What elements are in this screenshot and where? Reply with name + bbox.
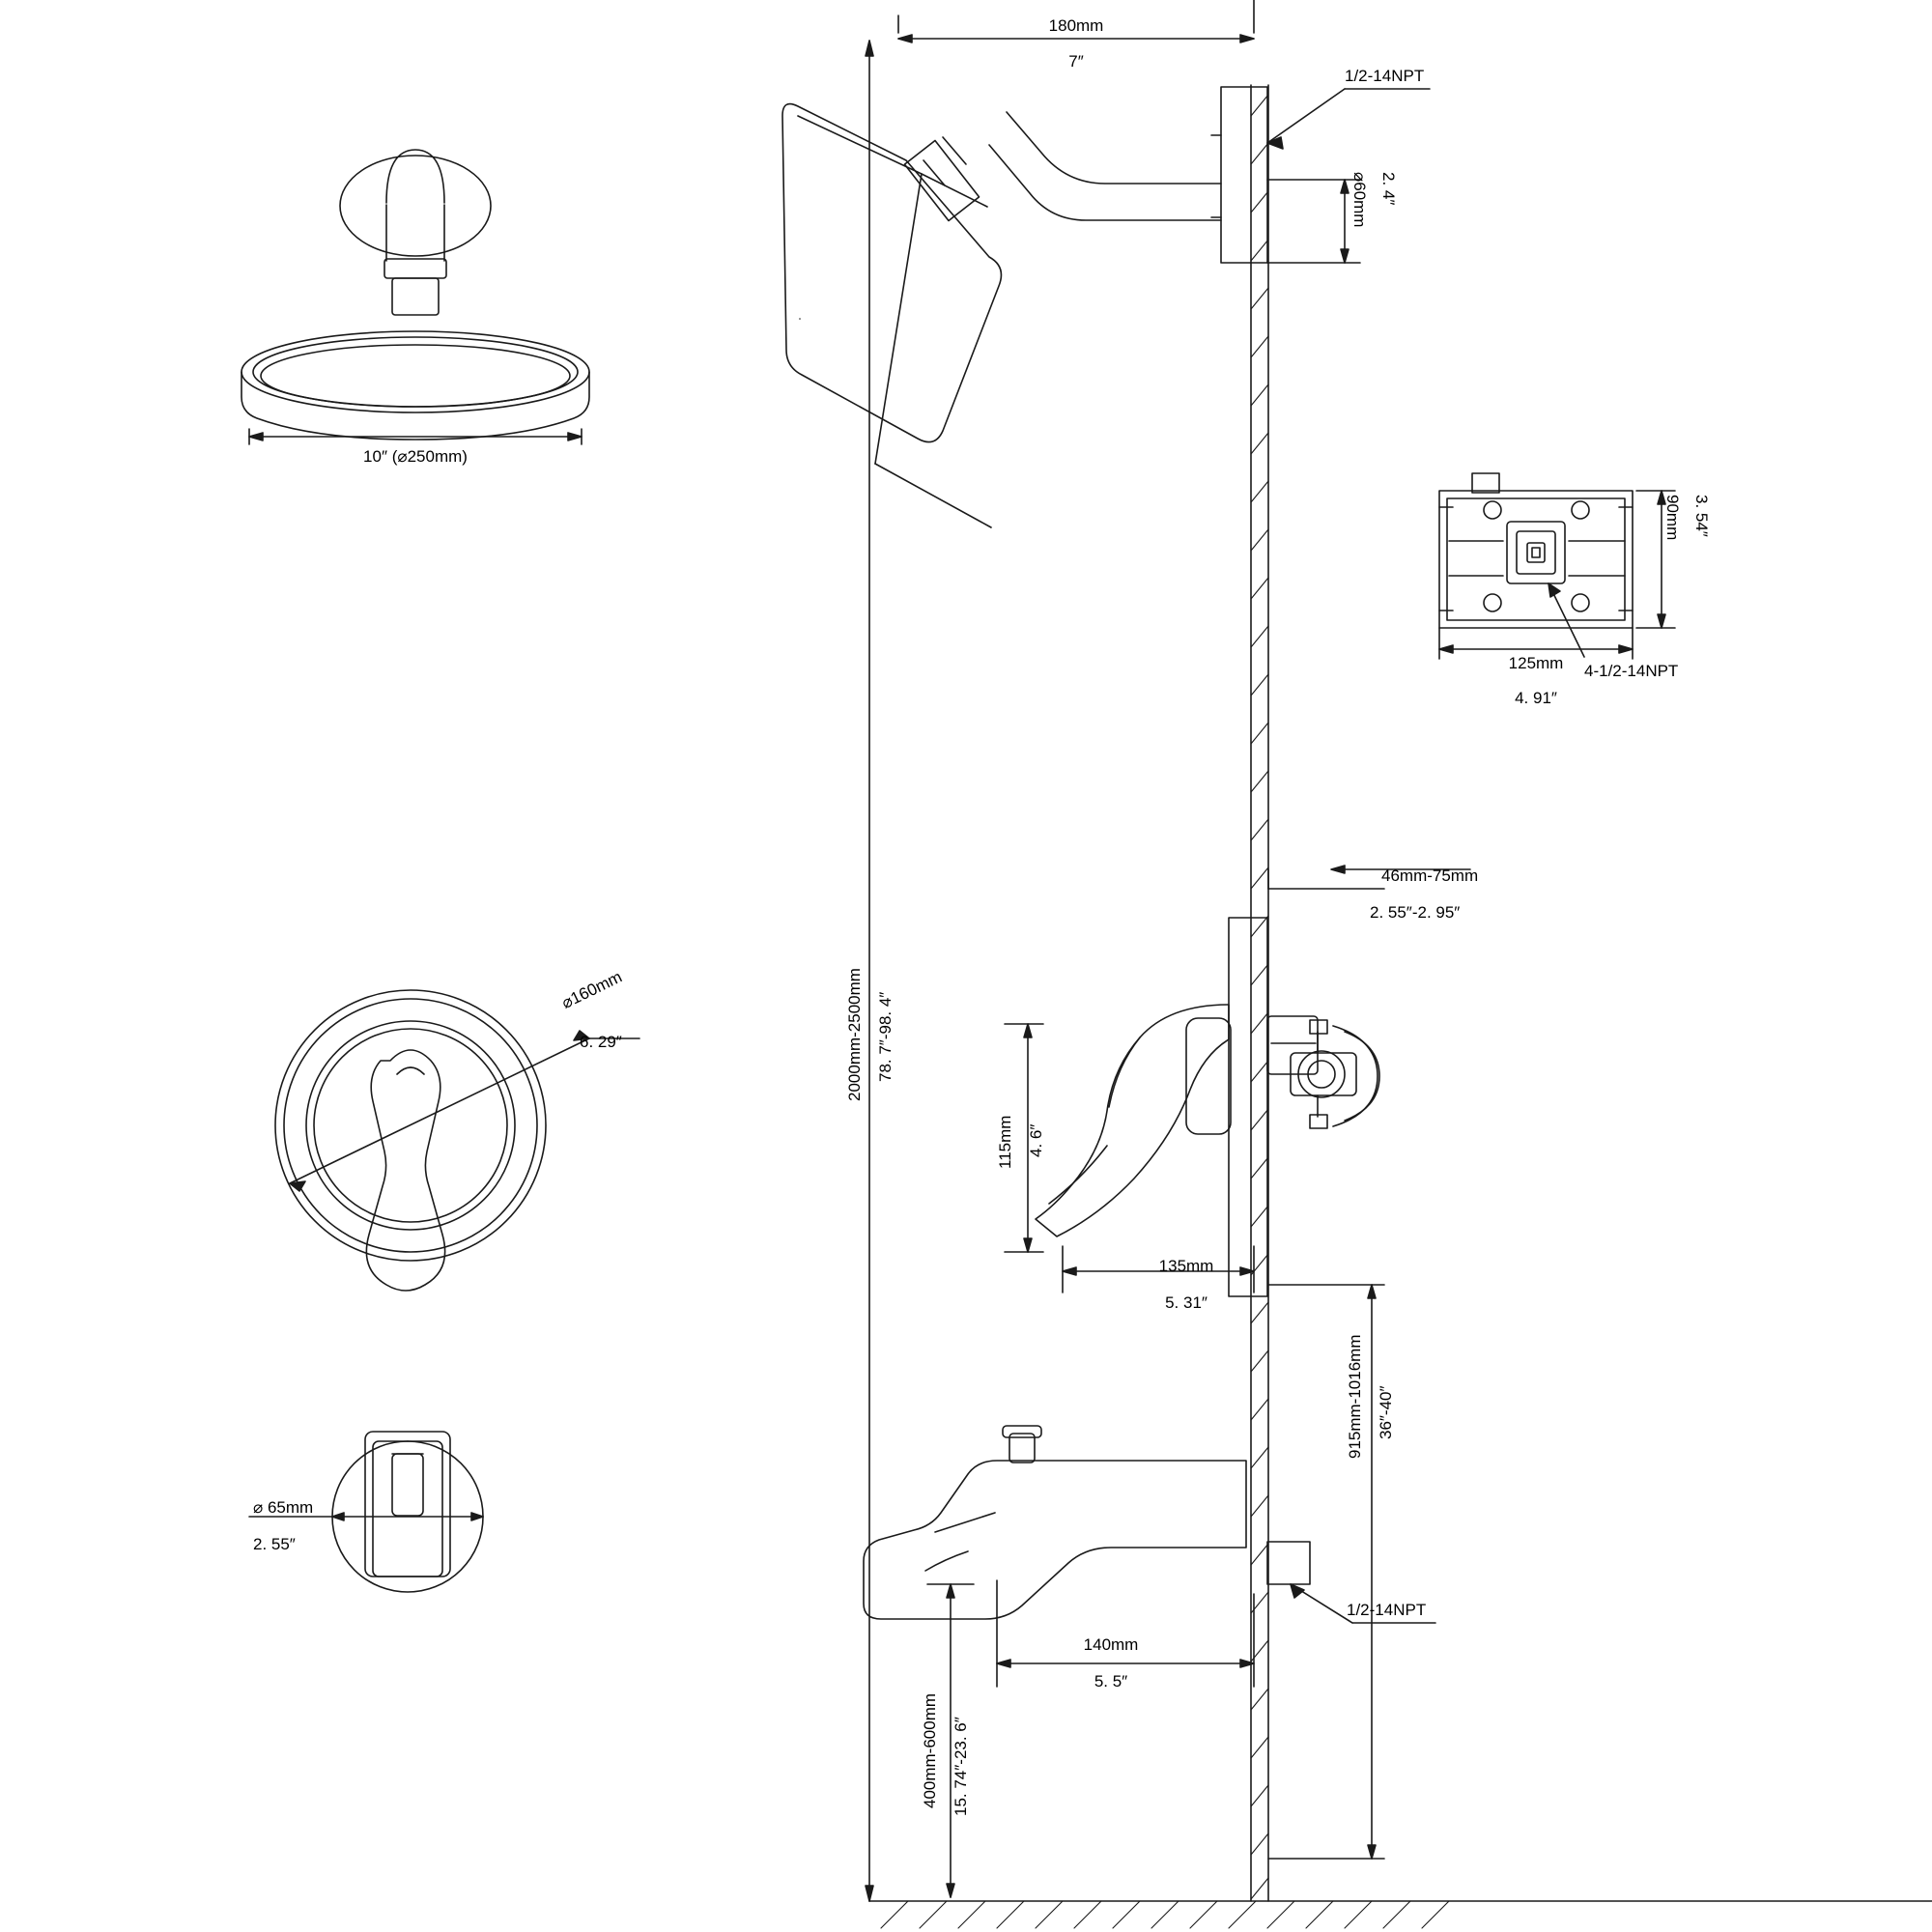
label-trim-diameter-mm: ⌀160mm <box>558 967 625 1012</box>
label-spout-height-mm: 400mm-600mm <box>921 1692 939 1808</box>
showerhead-bottom-view <box>242 150 589 444</box>
label-spout-length-in: 5. 5″ <box>1094 1672 1128 1690</box>
rough-in-valve-front-view <box>1439 473 1675 659</box>
label-total-height-in: 78. 7″-98. 4″ <box>876 991 895 1082</box>
label-wall-offset-mm: 46mm-75mm <box>1381 867 1479 885</box>
label-arm-length-mm: 180mm <box>1048 16 1104 35</box>
label-valve-floor-height-in: 36″-40″ <box>1377 1385 1395 1439</box>
label-spout-height-in: 15. 74″-23. 6″ <box>952 1717 970 1816</box>
label-showerhead-diameter: 10″ (⌀250mm) <box>363 447 468 466</box>
label-trim-diameter-in: 6. 29″ <box>580 1033 622 1051</box>
label-arm-length-in: 7″ <box>1068 52 1084 71</box>
label-valve-width-in: 4. 91″ <box>1515 689 1557 707</box>
label-handle-width-mm: 135mm <box>1158 1257 1214 1275</box>
label-flange-diameter-in: 2. 4″ <box>1379 172 1398 206</box>
main-elevation-view <box>782 0 1932 1928</box>
label-valve-floor-height-mm: 915mm-1016mm <box>1346 1334 1364 1459</box>
label-knob-diameter-in: 2. 55″ <box>253 1535 296 1553</box>
label-handle-height-in: 4. 6″ <box>1027 1123 1045 1157</box>
label-valve-height-mm: 90mm <box>1663 495 1682 541</box>
label-wall-offset-in: 2. 55″-2. 95″ <box>1370 903 1461 922</box>
label-valve-width-mm: 125mm <box>1508 654 1564 672</box>
label-valve-height-in: 3. 54″ <box>1692 495 1711 537</box>
label-spout-npt: 1/2-14NPT <box>1347 1601 1427 1619</box>
label-spout-length-mm: 140mm <box>1083 1635 1139 1654</box>
label-flange-diameter-mm: ⌀60mm <box>1350 172 1369 228</box>
label-handle-width-in: 5. 31″ <box>1165 1293 1208 1312</box>
label-total-height-mm: 2000mm-2500mm <box>845 968 864 1101</box>
label-handle-height-mm: 115mm <box>996 1115 1014 1169</box>
label-inlet-npt-top: 1/2-14NPT <box>1345 67 1425 85</box>
label-knob-diameter-mm: ⌀ 65mm <box>253 1498 314 1517</box>
label-valve-npt: 4-1/2-14NPT <box>1584 662 1679 680</box>
